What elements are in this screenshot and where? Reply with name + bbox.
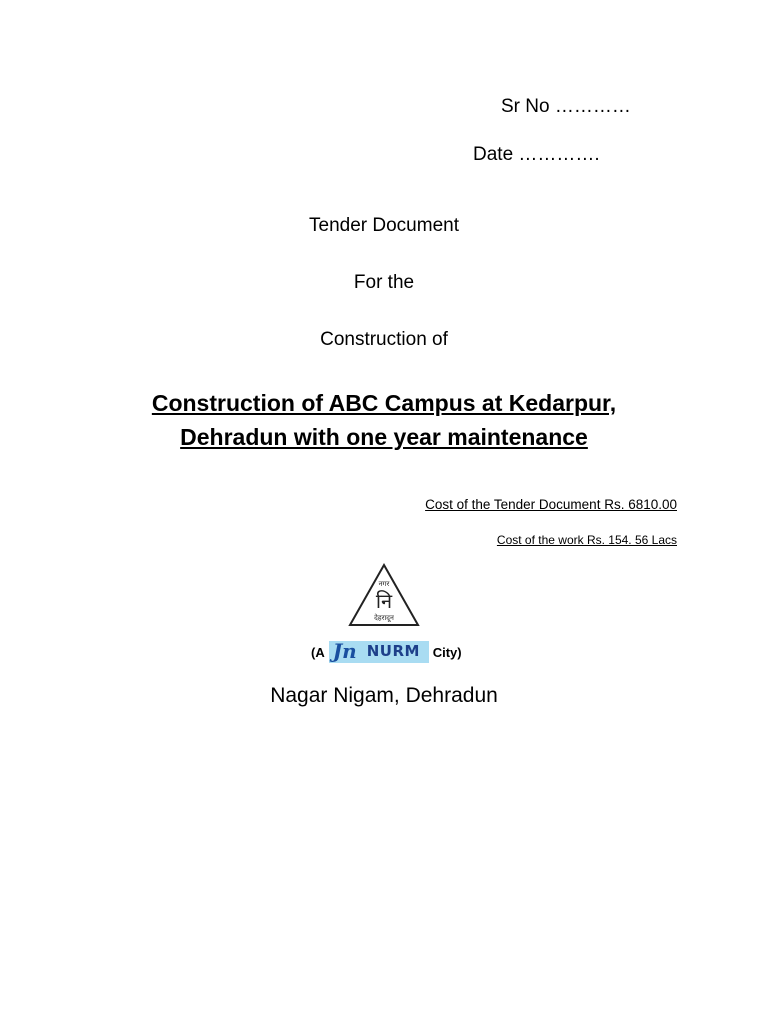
for-the-text: For the bbox=[353, 272, 415, 293]
jnnurm-logo-icon bbox=[329, 641, 429, 663]
construction-of-text: Construction of bbox=[320, 329, 448, 350]
jnnurm-logo-jn: Jn bbox=[332, 639, 357, 663]
emblem-text-bottom: देहरादून bbox=[374, 614, 394, 622]
work-cost: Cost of the work Rs. 154. 56 Lacs bbox=[496, 533, 677, 547]
emblem-text-top: नगर bbox=[378, 580, 390, 588]
project-title bbox=[0, 386, 768, 454]
jnnurm-prefix: (A bbox=[311, 644, 325, 660]
serial-number: Sr No ………… bbox=[501, 96, 631, 117]
nagar-nigam-emblem-icon bbox=[348, 562, 420, 628]
jnnurm-city-line bbox=[311, 641, 462, 663]
date-field: Date …………. bbox=[473, 144, 600, 165]
emblem-text-middle: नि bbox=[375, 589, 393, 613]
organization-name: Nagar Nigam, Dehradun bbox=[270, 684, 498, 707]
jnnurm-suffix: City) bbox=[432, 644, 462, 660]
project-title-line-1: Construction of ABC Campus at Kedarpur, bbox=[151, 390, 617, 416]
project-title-line-2: Dehradun with one year maintenance bbox=[180, 424, 588, 450]
tender-document-heading: Tender Document bbox=[309, 215, 459, 236]
jnnurm-logo-nurm: NURM bbox=[366, 642, 420, 660]
tender-document-cost: Cost of the Tender Document Rs. 6810.00 bbox=[425, 497, 677, 512]
